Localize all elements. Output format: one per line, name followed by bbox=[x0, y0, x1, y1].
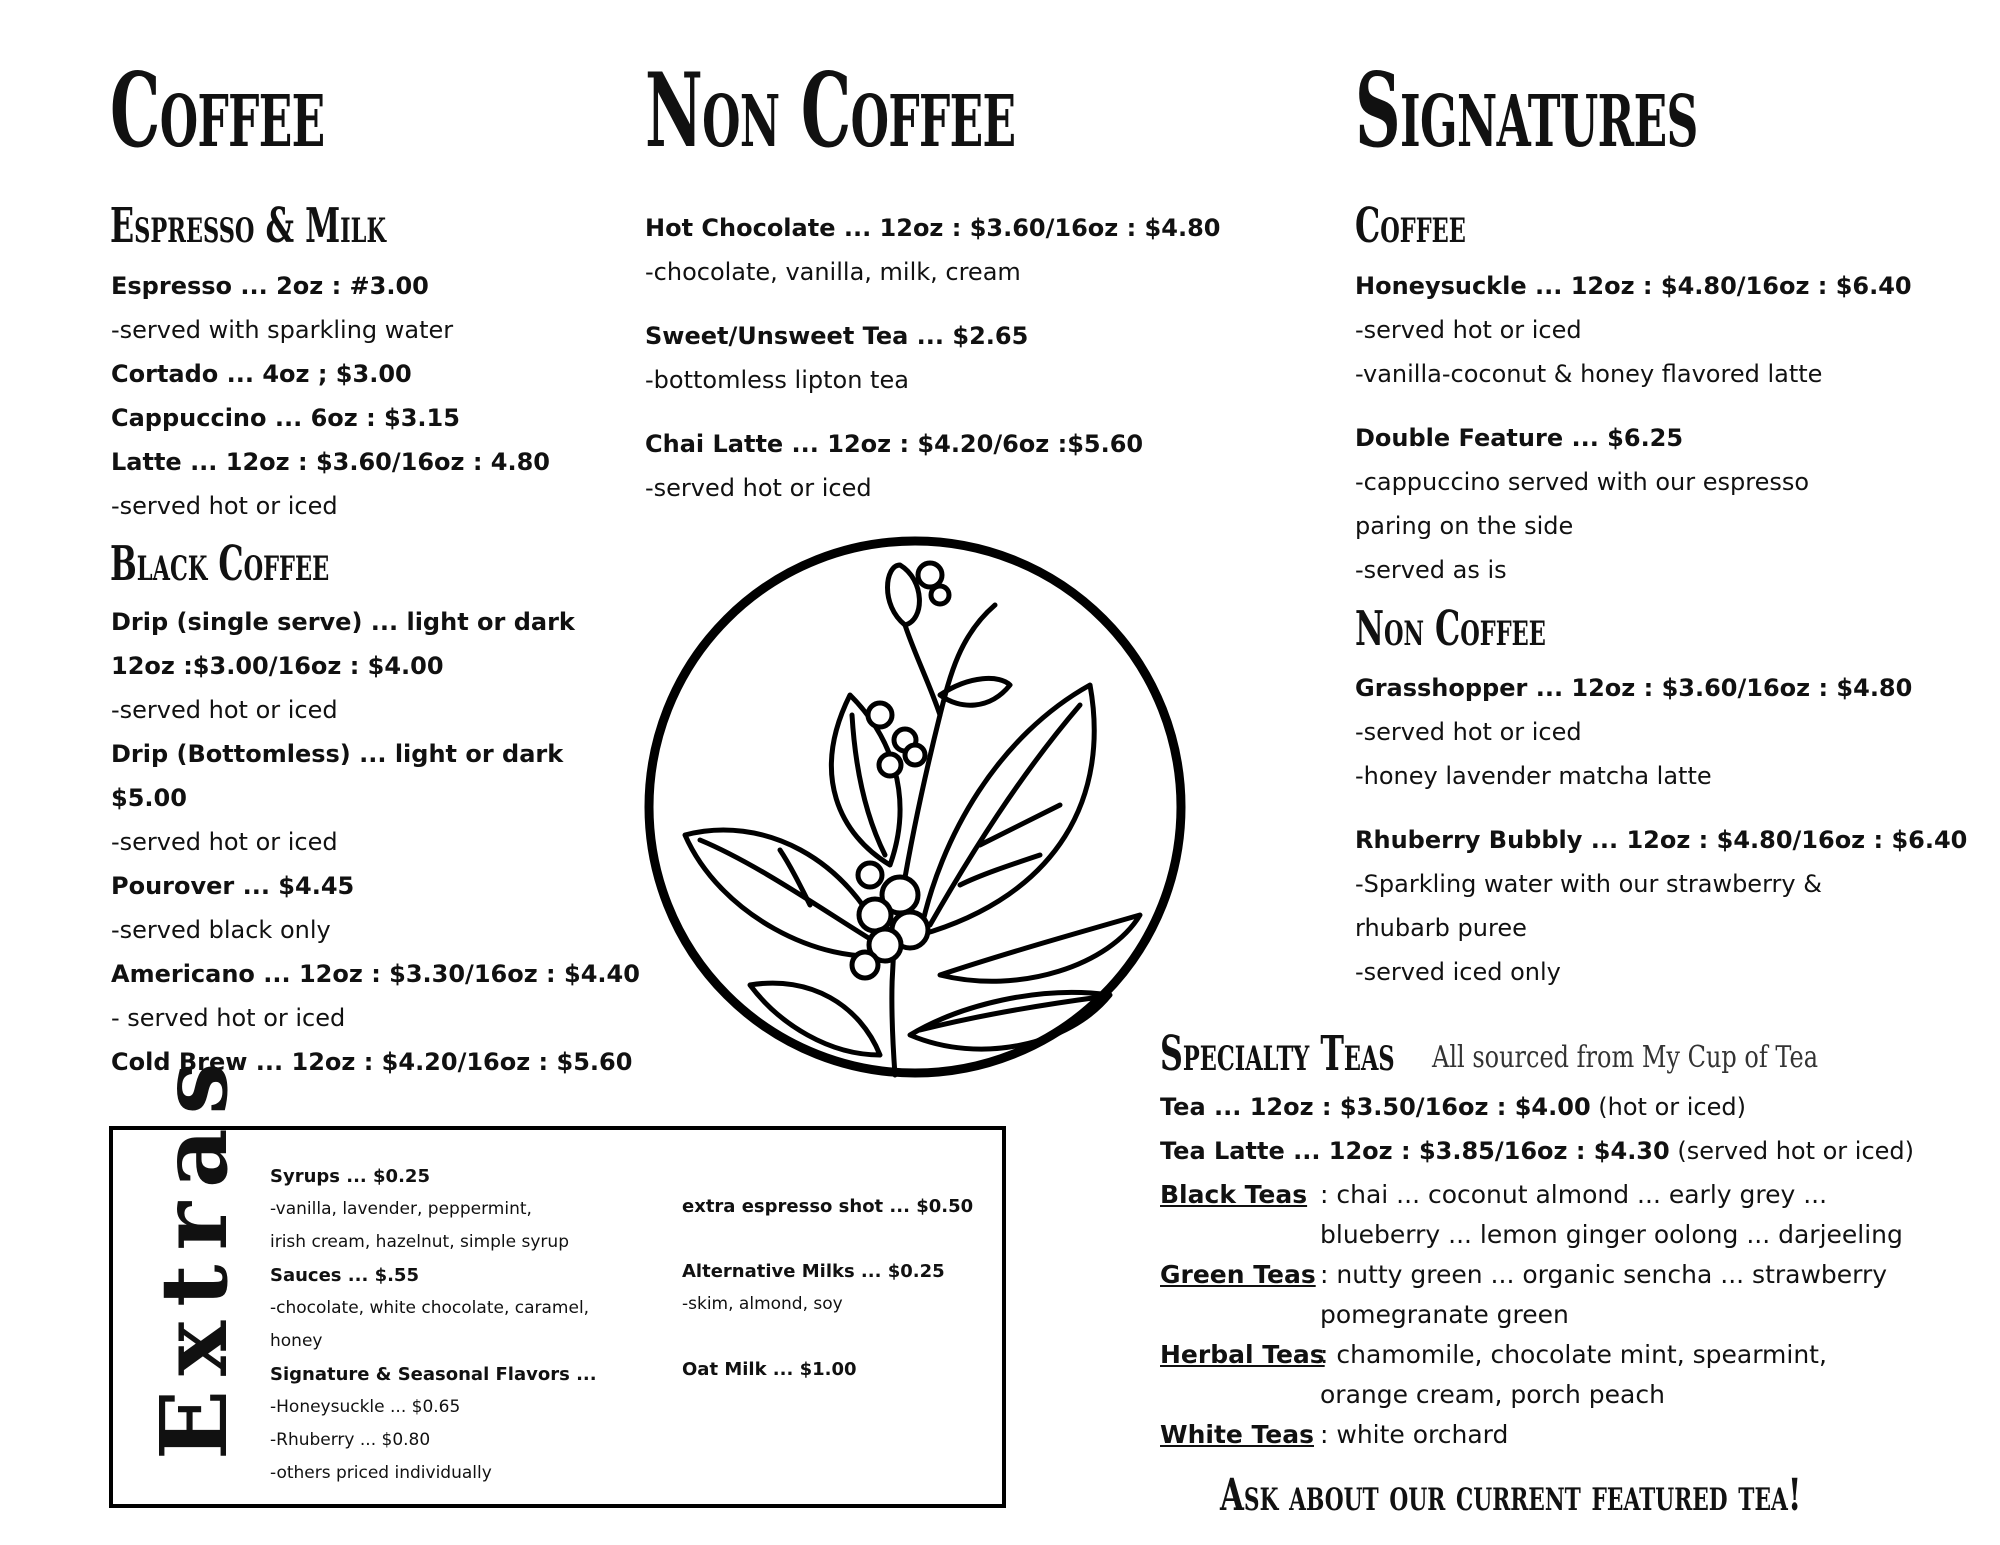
rhuberry-note-3: -served iced only bbox=[1355, 958, 1561, 986]
honeysuckle-item: Honeysuckle ... 12oz : $4.80/16oz : $6.40 bbox=[1355, 272, 1912, 300]
drip-single-price: 12oz :$3.00/16oz : $4.00 bbox=[111, 652, 444, 680]
green-teas-line-2: pomegranate green bbox=[1320, 1300, 1569, 1329]
herbal-teas-line-1: : chamomile, chocolate mint, spearmint, bbox=[1320, 1340, 1827, 1369]
black-teas-line-1: : chai ... coconut almond ... early grey ... bbox=[1320, 1180, 1828, 1209]
double-feature-note-2: paring on the side bbox=[1355, 512, 1574, 540]
drip-bottomless-item: Drip (Bottomless) ... light or dark bbox=[111, 740, 564, 768]
sauces-item: Sauces ... $.55 bbox=[270, 1265, 419, 1286]
syrups-note-1: -vanilla, lavender, peppermint, bbox=[270, 1199, 532, 1219]
grasshopper-note-1: -served hot or iced bbox=[1355, 718, 1582, 746]
honeysuckle-note-1: -served hot or iced bbox=[1355, 316, 1582, 344]
tea-price-note: (hot or iced) bbox=[1598, 1093, 1746, 1121]
drip-bottomless-note: -served hot or iced bbox=[111, 828, 338, 856]
espresso-milk-heading: Espresso & Milk bbox=[110, 198, 386, 254]
tea-price: Tea ... 12oz : $3.50/16oz : $4.00 bbox=[1160, 1093, 1591, 1121]
tea-latte-note: (served hot or iced) bbox=[1677, 1137, 1915, 1165]
cortado-item: Cortado ... 4oz ; $3.00 bbox=[111, 360, 412, 388]
tea-varieties bbox=[1160, 1175, 1980, 1455]
double-feature-note-3: -served as is bbox=[1355, 556, 1507, 584]
tea-prices bbox=[1160, 1085, 1960, 1173]
white-teas-label: White Teas bbox=[1160, 1420, 1314, 1449]
rhuberry-note-1: -Sparkling water with our strawberry & bbox=[1355, 870, 1822, 898]
latte-item: Latte ... 12oz : $3.60/16oz : 4.80 bbox=[111, 448, 550, 476]
green-teas-line-1: : nutty green ... organic sencha ... strawberry bbox=[1320, 1260, 1888, 1289]
signatures-title: Signatures bbox=[1355, 51, 1698, 171]
extras-title: Extras bbox=[140, 1048, 248, 1460]
chai-latte-note: -served hot or iced bbox=[645, 474, 872, 502]
signature-flavors-note-3: -others priced individually bbox=[270, 1463, 492, 1483]
sauces-note-2: honey bbox=[270, 1331, 323, 1351]
rhuberry-note-2: rhubarb puree bbox=[1355, 914, 1527, 942]
drip-single-note: -served hot or iced bbox=[111, 696, 338, 724]
coffee-title: Coffee bbox=[110, 51, 325, 171]
double-feature-note-1: -cappuccino served with our espresso bbox=[1355, 468, 1810, 496]
non-coffee-title: Non Coffee bbox=[645, 51, 1016, 171]
herbal-teas-line-2: orange cream, porch peach bbox=[1320, 1380, 1665, 1409]
espresso-note: -served with sparkling water bbox=[111, 316, 454, 344]
syrups-item: Syrups ... $0.25 bbox=[270, 1166, 430, 1187]
sig-non-coffee-heading: Non Coffee bbox=[1355, 601, 1546, 657]
tea-latte-price: Tea Latte ... 12oz : $3.85/16oz : $4.30 bbox=[1160, 1137, 1670, 1165]
cold-brew-item: Cold Brew ... 12oz : $4.20/16oz : $5.60 bbox=[111, 1048, 633, 1076]
black-teas-label: Black Teas bbox=[1160, 1180, 1308, 1209]
featured-tea-callout: Ask about our current featured tea! bbox=[1220, 1470, 1802, 1521]
grasshopper-note-2: -honey lavender matcha latte bbox=[1355, 762, 1712, 790]
latte-note: -served hot or iced bbox=[111, 492, 338, 520]
alt-milks-item: Alternative Milks ... $0.25 bbox=[682, 1261, 945, 1282]
syrups-note-2: irish cream, hazelnut, simple syrup bbox=[270, 1232, 569, 1252]
sauces-note-1: -chocolate, white chocolate, caramel, bbox=[270, 1298, 590, 1318]
herbal-teas-label: Herbal Teas bbox=[1160, 1340, 1325, 1369]
non-coffee-list bbox=[645, 206, 1221, 510]
espresso-shot-item: extra espresso shot ... $0.50 bbox=[682, 1196, 974, 1217]
green-teas-label: Green Teas bbox=[1160, 1260, 1316, 1289]
sig-non-coffee-list bbox=[1355, 666, 1975, 994]
hot-chocolate-item: Hot Chocolate ... 12oz : $3.60/16oz : $4.80 bbox=[645, 214, 1221, 242]
oat-milk-item: Oat Milk ... $1.00 bbox=[682, 1359, 857, 1380]
extras-list-left bbox=[270, 1160, 597, 1490]
black-teas-line-2: blueberry ... lemon ginger oolong ... darjeeling bbox=[1320, 1220, 1903, 1249]
pourover-item: Pourover ... $4.45 bbox=[111, 872, 355, 900]
coffee-plant-illustration bbox=[640, 535, 1190, 1085]
signature-flavors-note-2: -Rhuberry ... $0.80 bbox=[270, 1430, 431, 1450]
honeysuckle-note-2: -vanilla-coconut & honey flavored latte bbox=[1355, 360, 1823, 388]
sig-coffee-list bbox=[1355, 264, 1955, 592]
specialty-teas-heading: Specialty Teas bbox=[1160, 1026, 1395, 1082]
rhuberry-item: Rhuberry Bubbly ... 12oz : $4.80/16oz : $6.40 bbox=[1355, 826, 1968, 854]
drip-single-item: Drip (single serve) ... light or dark bbox=[111, 608, 575, 636]
white-teas-line-1: : white orchard bbox=[1320, 1420, 1509, 1449]
sweet-tea-item: Sweet/Unsweet Tea ... $2.65 bbox=[645, 322, 1029, 350]
signature-flavors-note-1: -Honeysuckle ... $0.65 bbox=[270, 1397, 461, 1417]
espresso-item: Espresso ... 2oz : #3.00 bbox=[111, 272, 429, 300]
black-coffee-list bbox=[111, 600, 640, 1084]
tea-source-note: All sourced from My Cup of Tea bbox=[1432, 1040, 1819, 1075]
alt-milks-note: -skim, almond, soy bbox=[682, 1294, 843, 1314]
signature-flavors-item: Signature & Seasonal Flavors ... bbox=[270, 1364, 597, 1385]
cappuccino-item: Cappuccino ... 6oz : $3.15 bbox=[111, 404, 460, 432]
drip-bottomless-price: $5.00 bbox=[111, 784, 187, 812]
pourover-note: -served black only bbox=[111, 916, 331, 944]
americano-item: Americano ... 12oz : $3.30/16oz : $4.40 bbox=[111, 960, 640, 988]
double-feature-item: Double Feature ... $6.25 bbox=[1355, 424, 1684, 452]
grasshopper-item: Grasshopper ... 12oz : $3.60/16oz : $4.80 bbox=[1355, 674, 1913, 702]
black-coffee-heading: Black Coffee bbox=[110, 536, 330, 592]
americano-note: - served hot or iced bbox=[111, 1004, 346, 1032]
sweet-tea-note: -bottomless lipton tea bbox=[645, 366, 909, 394]
sig-coffee-heading: Coffee bbox=[1355, 198, 1466, 254]
extras-list-right bbox=[682, 1190, 973, 1386]
espresso-milk-list bbox=[111, 264, 631, 528]
chai-latte-item: Chai Latte ... 12oz : $4.20/6oz :$5.60 bbox=[645, 430, 1144, 458]
hot-chocolate-note: -chocolate, vanilla, milk, cream bbox=[645, 258, 1021, 286]
